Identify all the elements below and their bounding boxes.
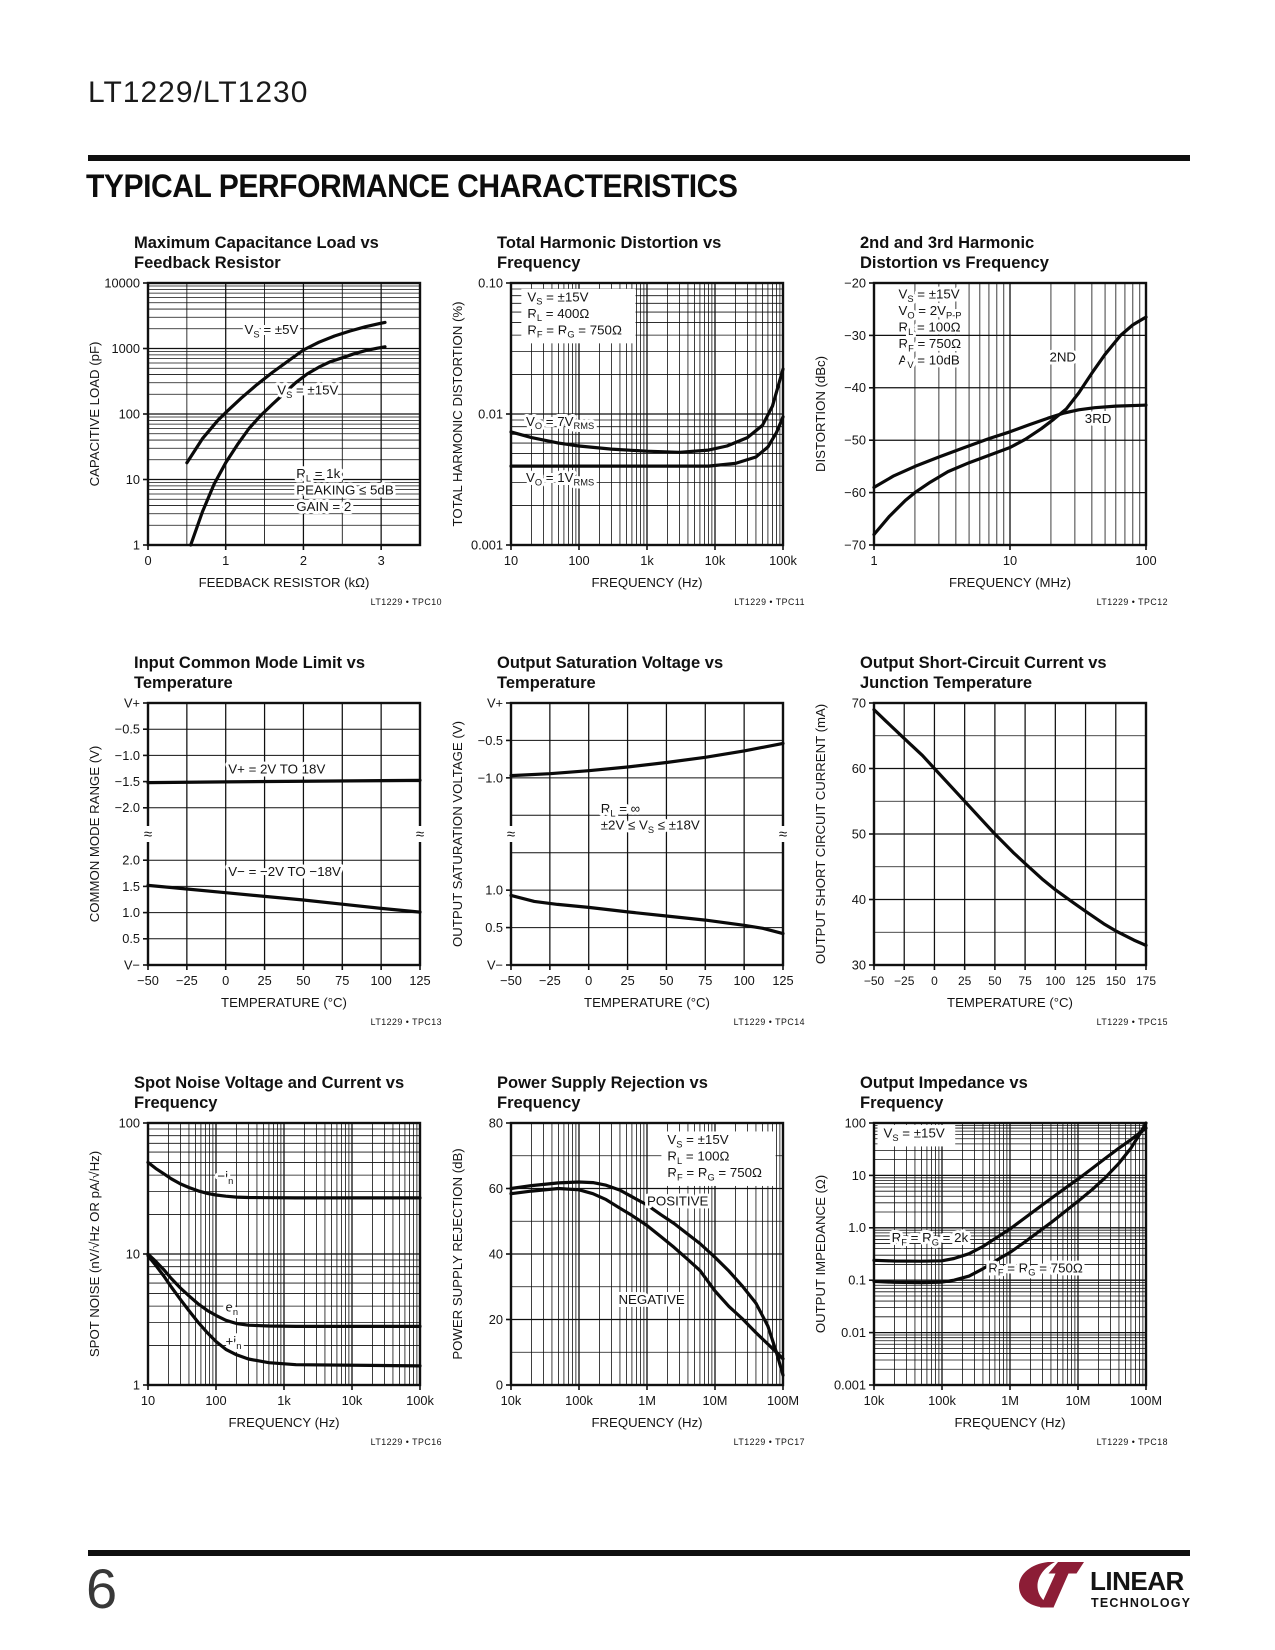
- svg-text:TOTAL HARMONIC DISTORTION (%): TOTAL HARMONIC DISTORTION (%): [450, 301, 465, 527]
- chart-title-line: Junction Temperature: [860, 674, 1033, 692]
- svg-text:LT1229 • TPC17: LT1229 • TPC17: [733, 1437, 805, 1447]
- chart-title-line: Frequency: [134, 1094, 218, 1112]
- svg-text:100M: 100M: [1129, 1393, 1163, 1408]
- svg-text:2ND: 2ND: [1049, 349, 1077, 365]
- chart-title-line: Power Supply Rejection vs: [497, 1074, 708, 1092]
- svg-text:100k: 100k: [769, 553, 797, 568]
- svg-text:RF = 750Ω: $R_F = 750\Omega$: [898, 336, 962, 354]
- svg-text:50: 50: [851, 826, 866, 842]
- svg-text:100: 100: [370, 973, 392, 988]
- chart-title-line: Spot Noise Voltage and Current vs: [134, 1074, 405, 1092]
- svg-text:100: 100: [844, 1115, 866, 1131]
- svg-text:−25: −25: [175, 973, 198, 988]
- svg-text:≈: ≈: [143, 826, 153, 843]
- chart-title: [497, 233, 812, 273]
- svg-text:RF = RG = 750Ω: $R_F = R_G = 750\Omega$: [667, 1164, 762, 1183]
- svg-text:0.10: 0.10: [478, 275, 503, 291]
- svg-text:25: 25: [620, 973, 635, 988]
- chart-tpc10: [86, 233, 449, 653]
- svg-text:OUTPUT SATURATION VOLTAGE (V): OUTPUT SATURATION VOLTAGE (V): [450, 721, 465, 947]
- svg-text:2: 2: [299, 553, 307, 568]
- svg-text:175: 175: [1135, 974, 1157, 988]
- svg-text:10: 10: [503, 553, 519, 568]
- svg-text:OUTPUT IMPEDANCE (Ω): OUTPUT IMPEDANCE (Ω): [813, 1174, 828, 1334]
- svg-text:−2.0: −2.0: [114, 800, 140, 816]
- svg-text:10k: 10k: [863, 1393, 885, 1408]
- svg-text:100k: 100k: [928, 1393, 956, 1408]
- svg-text:V−: V−: [486, 957, 503, 973]
- chart-tpc14: [449, 653, 812, 1073]
- svg-text:RF = RG = 2k: $R_F = R_G = 2k$: [891, 1230, 969, 1248]
- svg-text:3: 3: [377, 553, 385, 568]
- svg-text:100: 100: [733, 973, 755, 988]
- svg-text:VO = 2VP-P: $V_O = 2V_{P-P}$: [898, 303, 962, 321]
- svg-text:POWER SUPPLY REJECTION (dB): POWER SUPPLY REJECTION (dB): [450, 1148, 465, 1360]
- svg-text:1M: 1M: [1001, 1393, 1019, 1408]
- svg-text:50: 50: [659, 973, 674, 988]
- svg-text:LT1229 • TPC10: LT1229 • TPC10: [370, 597, 442, 607]
- svg-text:1.0: 1.0: [848, 1220, 866, 1236]
- svg-text:en: $e_n$: [225, 1299, 239, 1318]
- svg-text:VS = ±5V: $V_S = \pm 5V$: [244, 322, 299, 340]
- svg-text:0.001: 0.001: [833, 1377, 866, 1393]
- svg-text:0.001: 0.001: [470, 537, 503, 553]
- svg-text:0: 0: [931, 974, 938, 988]
- svg-text:LT1229 • TPC12: LT1229 • TPC12: [1096, 597, 1168, 607]
- svg-text:−1.0: −1.0: [114, 747, 140, 763]
- svg-text:0.01: 0.01: [841, 1325, 866, 1340]
- svg-text:125: 125: [772, 973, 794, 988]
- svg-text:1000: 1000: [111, 340, 140, 356]
- chart-canvas: [449, 275, 809, 613]
- svg-text:LT1229 • TPC18: LT1229 • TPC18: [1096, 1437, 1168, 1447]
- chart-tpc18: [812, 1073, 1175, 1493]
- svg-text:OUTPUT SHORT CIRCUIT CURRENT (: OUTPUT SHORT CIRCUIT CURRENT (mA): [813, 703, 828, 965]
- svg-text:−50: −50: [844, 432, 866, 448]
- svg-text:VS = ±15V: $V_S = \pm 15V$: [667, 1131, 729, 1150]
- svg-text:FREQUENCY (Hz): FREQUENCY (Hz): [954, 1415, 1066, 1430]
- svg-text:10: 10: [140, 1393, 156, 1408]
- svg-text:V− = −2V TO −18V: V− = −2V TO −18V: [228, 863, 341, 879]
- chart-title-line: 2nd and 3rd Harmonic: [860, 234, 1035, 252]
- svg-text:+in: $+i_n$: [225, 1333, 242, 1352]
- svg-text:100: 100: [118, 406, 140, 422]
- chart-title-line: Output Impedance vs: [860, 1074, 1028, 1092]
- svg-text:1.0: 1.0: [485, 882, 503, 898]
- svg-text:≈: ≈: [778, 826, 788, 843]
- svg-text:10000: 10000: [104, 275, 140, 291]
- svg-text:0: 0: [144, 553, 152, 568]
- svg-text:3RD: 3RD: [1084, 411, 1112, 427]
- chart-title-line: Distortion vs Frequency: [860, 254, 1049, 272]
- svg-text:FREQUENCY (Hz): FREQUENCY (Hz): [228, 1415, 340, 1430]
- chart-title-line: Frequency: [497, 254, 581, 272]
- svg-text:TEMPERATURE (°C): TEMPERATURE (°C): [221, 995, 347, 1010]
- svg-text:1.0: 1.0: [122, 905, 140, 920]
- svg-text:0: 0: [222, 973, 230, 988]
- svg-text:LT1229 • TPC13: LT1229 • TPC13: [370, 1017, 442, 1027]
- svg-text:60: 60: [851, 760, 866, 776]
- svg-text:75: 75: [698, 973, 713, 988]
- chart-title: [134, 233, 449, 273]
- svg-text:RL = 100Ω: $R_L = 100\Omega$: [667, 1148, 730, 1166]
- svg-text:RL = 1k: $R_L = 1k$: [296, 466, 341, 484]
- svg-text:70: 70: [851, 695, 866, 711]
- svg-text:40: 40: [851, 891, 866, 907]
- svg-text:≈: ≈: [506, 826, 516, 843]
- svg-text:POSITIVE: POSITIVE: [647, 1193, 709, 1209]
- svg-text:RL = ∞: $R_L$ = ∞: [600, 801, 641, 819]
- svg-text:−1.0: −1.0: [477, 770, 503, 786]
- header-rule: [88, 155, 1190, 161]
- svg-text:−50: −50: [863, 974, 885, 988]
- svg-text:V−: V−: [123, 957, 140, 973]
- svg-text:10k: 10k: [704, 553, 726, 568]
- svg-text:75: 75: [335, 973, 350, 988]
- svg-text:RL = 100Ω: $R_L = 100\Omega$: [898, 319, 961, 338]
- section-title: TYPICAL PERFORMANCE CHARACTERISTICS: [86, 168, 738, 204]
- svg-text:LT1229 • TPC11: LT1229 • TPC11: [734, 597, 805, 607]
- chart-title: [860, 1073, 1175, 1113]
- svg-text:−1.5: −1.5: [114, 774, 140, 789]
- svg-text:25: 25: [257, 973, 272, 988]
- svg-text:−25: −25: [538, 973, 561, 988]
- svg-text:1k: 1k: [277, 1393, 291, 1408]
- svg-text:0.5: 0.5: [122, 931, 140, 947]
- chart-tpc16: [86, 1073, 449, 1493]
- chart-title: [860, 233, 1175, 273]
- chart-tpc11: [449, 233, 812, 653]
- svg-text:1M: 1M: [638, 1393, 656, 1408]
- svg-text:DISTORTION (dBc): DISTORTION (dBc): [813, 355, 828, 473]
- svg-text:40: 40: [488, 1246, 503, 1262]
- svg-text:FREQUENCY (MHz): FREQUENCY (MHz): [948, 575, 1072, 590]
- chart-title: [860, 653, 1175, 693]
- svg-text:100: 100: [568, 553, 590, 568]
- svg-text:100: 100: [1135, 553, 1157, 568]
- chart-title-line: Temperature: [134, 674, 233, 692]
- chart-canvas: [86, 1115, 446, 1453]
- svg-text:1: 1: [222, 553, 230, 568]
- svg-text:−70: −70: [844, 537, 866, 553]
- svg-text:10: 10: [1002, 553, 1018, 568]
- svg-text:AV = 10dB: $A_V = 10dB$: [898, 352, 960, 371]
- svg-text:75: 75: [1018, 974, 1032, 988]
- svg-text:−20: −20: [844, 275, 866, 291]
- chart-title-line: Maximum Capacitance Load vs: [134, 234, 379, 252]
- svg-text:80: 80: [488, 1115, 503, 1131]
- svg-text:VO = 7VRMS: $V_O = 7V_{RMS}$: [525, 413, 595, 432]
- chart-canvas: [812, 695, 1172, 1033]
- svg-text:TEMPERATURE (°C): TEMPERATURE (°C): [584, 995, 710, 1010]
- chart-tpc17: [449, 1073, 812, 1493]
- svg-text:150: 150: [1105, 974, 1126, 988]
- lt-monogram-icon: [1040, 1562, 1084, 1608]
- svg-text:−in: $-i_n$: [217, 1168, 234, 1187]
- svg-text:VO = 1VRMS: $V_O = 1V_{RMS}$: [525, 470, 595, 488]
- chart-title-line: Feedback Resistor: [134, 254, 281, 272]
- svg-text:VS = ±15V: $V_S = \pm 15V$: [527, 289, 589, 307]
- chart-canvas: [812, 275, 1172, 613]
- svg-text:CAPACITIVE LOAD (pF): CAPACITIVE LOAD (pF): [87, 341, 102, 487]
- svg-text:NEGATIVE: NEGATIVE: [618, 1291, 685, 1307]
- chart-title: [134, 653, 449, 693]
- svg-text:30: 30: [851, 957, 866, 973]
- svg-text:−0.5: −0.5: [477, 732, 503, 748]
- chart-tpc15: [812, 653, 1175, 1073]
- svg-text:100M: 100M: [766, 1393, 800, 1408]
- charts-grid: [86, 233, 1175, 1493]
- svg-text:0.1: 0.1: [848, 1272, 866, 1288]
- svg-text:50: 50: [988, 974, 1002, 988]
- svg-text:125: 125: [409, 973, 431, 988]
- svg-text:1k: 1k: [640, 553, 654, 568]
- svg-text:10: 10: [125, 471, 140, 487]
- svg-text:TEMPERATURE (°C): TEMPERATURE (°C): [947, 995, 1073, 1010]
- svg-text:125: 125: [1075, 974, 1096, 988]
- svg-text:0: 0: [495, 1377, 503, 1393]
- chart-title-line: Temperature: [497, 674, 596, 692]
- svg-text:VS = ±15V: $V_S = \pm 15V$: [883, 1125, 945, 1143]
- chart-canvas: [812, 1115, 1172, 1453]
- svg-text:−50: −50: [500, 973, 522, 988]
- chart-title-line: Input Common Mode Limit vs: [134, 654, 365, 672]
- linear-technology-logo: [1014, 1558, 1192, 1621]
- svg-text:PEAKING ≤ 5dB: PEAKING ≤ 5dB: [296, 482, 394, 498]
- chart-title-line: Output Saturation Voltage vs: [497, 654, 724, 672]
- svg-text:10k: 10k: [341, 1393, 363, 1408]
- svg-text:0.01: 0.01: [478, 406, 503, 422]
- svg-text:≈: ≈: [415, 826, 425, 843]
- svg-text:1: 1: [132, 537, 140, 553]
- svg-text:RL = 400Ω: $R_L = 400\Omega$: [527, 305, 590, 324]
- svg-text:1: 1: [132, 1377, 140, 1393]
- chart-title: [497, 653, 812, 693]
- svg-text:RF = RG = 750Ω: $R_F = R_G = 750\Omega$: [527, 322, 622, 340]
- svg-text:FREQUENCY (Hz): FREQUENCY (Hz): [591, 575, 703, 590]
- svg-text:GAIN = 2: GAIN = 2: [296, 499, 352, 515]
- svg-text:LT1229 • TPC15: LT1229 • TPC15: [1096, 1017, 1168, 1027]
- svg-text:60: 60: [488, 1180, 503, 1196]
- page-number: 6: [86, 1557, 118, 1620]
- chart-title-line: Frequency: [860, 1094, 944, 1112]
- logo-brand-subtext: TECHNOLOGY: [1091, 1596, 1192, 1610]
- svg-text:10: 10: [125, 1246, 140, 1262]
- chart-title-line: Frequency: [497, 1094, 581, 1112]
- svg-text:LT1229 • TPC14: LT1229 • TPC14: [733, 1017, 805, 1027]
- chart-tpc12: [812, 233, 1175, 653]
- chart-canvas: [449, 1115, 809, 1453]
- footer-rule: [88, 1550, 1190, 1556]
- chart-title: [134, 1073, 449, 1113]
- svg-text:0: 0: [585, 973, 593, 988]
- svg-text:−30: −30: [844, 327, 866, 343]
- svg-text:VS = ±15V: $V_S = \pm 15V$: [898, 286, 960, 305]
- svg-text:V+ = 2V TO 18V: V+ = 2V TO 18V: [228, 761, 326, 777]
- svg-text:2.0: 2.0: [122, 852, 140, 868]
- svg-text:25: 25: [957, 974, 972, 988]
- svg-text:100: 100: [118, 1115, 140, 1131]
- part-number: LT1229/LT1230: [88, 76, 309, 109]
- svg-text:10k: 10k: [500, 1393, 522, 1408]
- svg-text:100: 100: [205, 1393, 227, 1408]
- svg-text:FEEDBACK RESISTOR (kΩ): FEEDBACK RESISTOR (kΩ): [198, 575, 370, 590]
- svg-text:50: 50: [296, 973, 311, 988]
- svg-text:−60: −60: [844, 485, 866, 500]
- chart-tpc13: [86, 653, 449, 1073]
- svg-text:−0.5: −0.5: [114, 721, 140, 737]
- svg-text:1: 1: [870, 553, 878, 568]
- chart-canvas: [86, 695, 446, 1033]
- svg-text:COMMON MODE RANGE (V): COMMON MODE RANGE (V): [87, 745, 102, 923]
- svg-text:0.5: 0.5: [485, 919, 503, 935]
- svg-text:10M: 10M: [1065, 1393, 1091, 1408]
- svg-text:10: 10: [851, 1167, 866, 1183]
- svg-text:100k: 100k: [406, 1393, 434, 1408]
- svg-text:RF = RG = 750Ω: $R_F = R_G = 750\Omega$: [988, 1260, 1083, 1278]
- svg-text:1.5: 1.5: [122, 878, 140, 894]
- svg-text:FREQUENCY (Hz): FREQUENCY (Hz): [591, 1415, 703, 1430]
- svg-text:V+: V+: [486, 695, 503, 711]
- svg-text:100: 100: [1045, 974, 1066, 988]
- svg-text:LT1229 • TPC16: LT1229 • TPC16: [370, 1437, 442, 1447]
- svg-text:VS = ±15V: $V_S = \pm 15V$: [277, 382, 339, 400]
- svg-text:V+: V+: [123, 695, 140, 711]
- chart-canvas: [449, 695, 809, 1033]
- svg-text:−40: −40: [844, 380, 866, 396]
- chart-canvas: [86, 275, 446, 613]
- logo-brand-text: LINEAR: [1090, 1566, 1184, 1596]
- chart-title-line: Total Harmonic Distortion vs: [497, 234, 722, 252]
- svg-text:±2V ≤ VS ≤ ±18V: $\pm 2V \le V_S \le \pm 18V$: [600, 817, 700, 835]
- svg-text:10M: 10M: [702, 1393, 728, 1408]
- svg-text:−25: −25: [894, 974, 915, 988]
- svg-text:100k: 100k: [565, 1393, 593, 1408]
- chart-title-line: Output Short-Circuit Current vs: [860, 654, 1107, 672]
- chart-title: [497, 1073, 812, 1113]
- svg-text:20: 20: [488, 1311, 503, 1327]
- svg-text:−50: −50: [137, 973, 159, 988]
- svg-text:SPOT NOISE (nV/√Hz OR pA/√Hz): SPOT NOISE (nV/√Hz OR pA/√Hz): [87, 1150, 102, 1358]
